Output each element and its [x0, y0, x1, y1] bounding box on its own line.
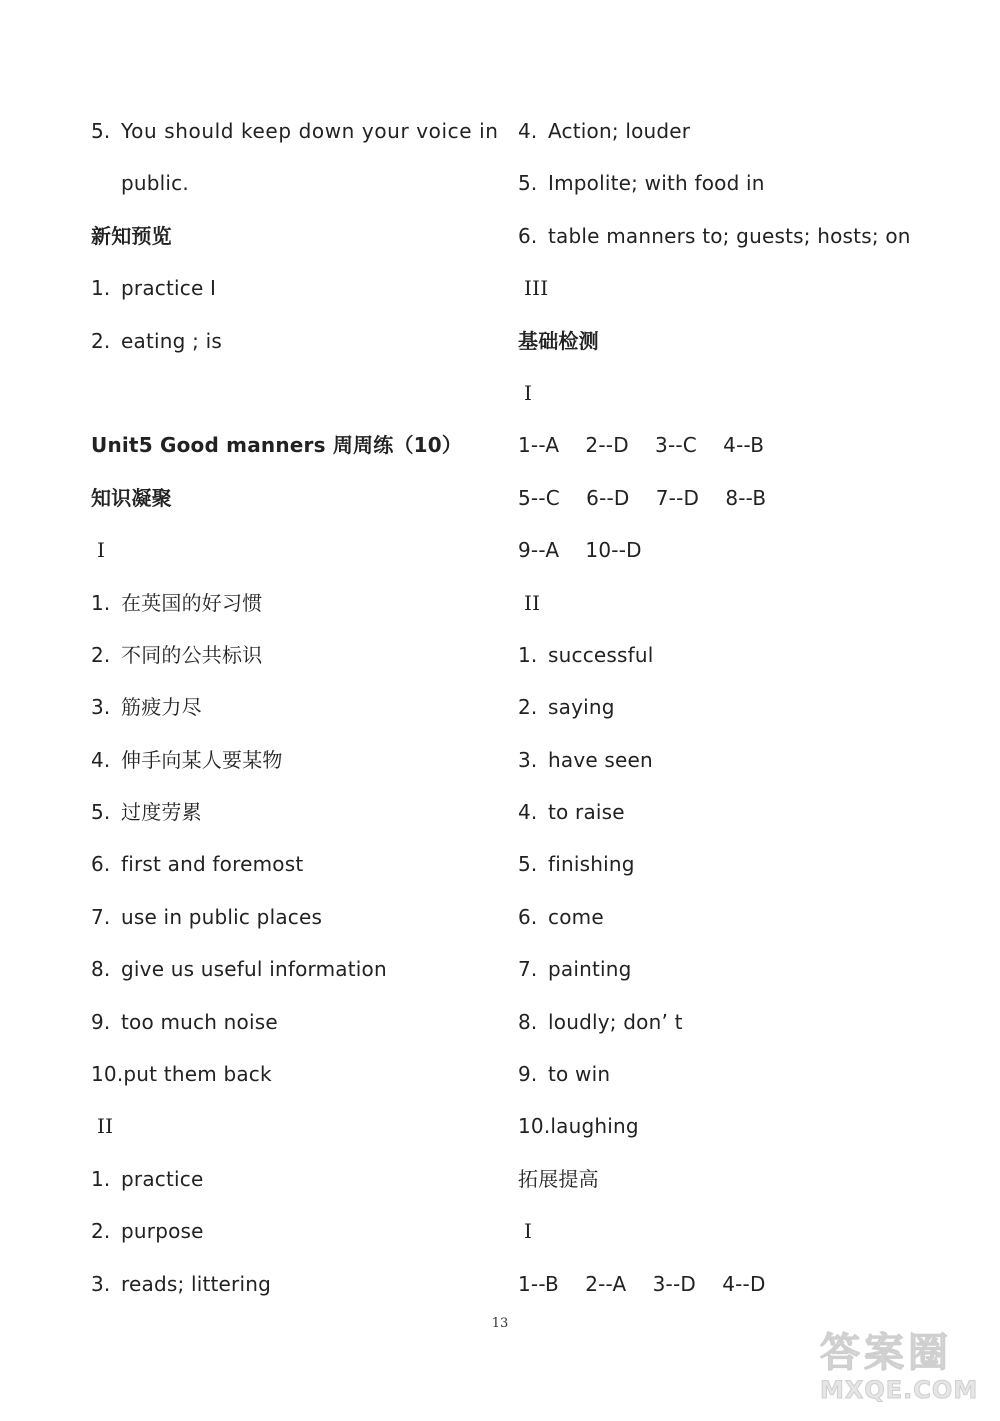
- answer-line: [91, 629, 491, 681]
- answer-line: [91, 1153, 491, 1205]
- item-number: 1.: [518, 642, 538, 667]
- answer-line: [518, 838, 938, 890]
- answer-line: [518, 157, 938, 209]
- part-numeral: I: [524, 380, 533, 405]
- item-text: eating ; is: [121, 328, 222, 353]
- item-number: 1.: [91, 276, 111, 301]
- item-number: 1.: [91, 590, 111, 615]
- item-number: 7.: [91, 904, 111, 929]
- item-text: give us useful information: [121, 957, 387, 982]
- answer-line: [91, 996, 491, 1048]
- choice-answers-row: 1--B 2--A 3--D 4--D: [518, 1271, 766, 1296]
- item-number: 1.: [91, 1166, 111, 1191]
- item-number: 9.: [518, 1062, 538, 1087]
- part-numeral: II: [524, 590, 541, 615]
- item-text: public.: [121, 171, 189, 196]
- item-text: 过度劳累: [121, 800, 202, 825]
- answer-line: [91, 943, 491, 995]
- choice-answers-row: 1--A 2--D 3--C 4--B: [518, 433, 765, 458]
- part-numeral: I: [524, 1219, 533, 1244]
- item-text: You should keep down your voice in: [121, 119, 499, 143]
- section-heading: 基础检测: [518, 328, 599, 353]
- item-text: 10.put them back: [91, 1062, 272, 1087]
- item-text: purpose: [121, 1219, 204, 1244]
- watermark-bottom-text: MXQE.COM: [820, 1376, 979, 1404]
- unit-title: Unit5 Good manners 周周练（10）: [91, 433, 463, 458]
- section-heading: 知识凝聚: [91, 485, 172, 510]
- part-numeral: II: [97, 1114, 114, 1139]
- item-number: 2.: [91, 328, 111, 353]
- item-text: come: [548, 904, 604, 929]
- item-number: 4.: [518, 800, 538, 825]
- item-number: 2.: [91, 1219, 111, 1244]
- item-text: 10.laughing: [518, 1114, 639, 1139]
- answer-line: [518, 996, 938, 1048]
- watermark-top-text: 答案圈: [820, 1330, 952, 1376]
- item-text: 不同的公共标识: [121, 642, 263, 667]
- item-text: practice I: [121, 276, 217, 301]
- item-text: Action; louder: [548, 119, 691, 143]
- item-text: reads; littering: [121, 1271, 272, 1296]
- answer-line: [91, 838, 491, 890]
- part-numeral: I: [97, 538, 106, 563]
- item-number: 3.: [91, 695, 111, 720]
- item-number: 5.: [518, 171, 538, 196]
- answer-line: [91, 1048, 491, 1100]
- item-number: 8.: [518, 1009, 538, 1034]
- item-text: painting: [548, 957, 632, 982]
- item-number: 3.: [91, 1271, 111, 1296]
- item-number: 2.: [518, 695, 538, 720]
- item-text: Impolite; with food in: [548, 171, 765, 196]
- item-text: first and foremost: [121, 852, 304, 877]
- answer-line: [91, 315, 491, 367]
- answer-line: [518, 105, 938, 157]
- answer-line: [518, 629, 938, 681]
- item-text: to win: [548, 1062, 611, 1087]
- item-text: loudly; don’ t: [548, 1009, 683, 1034]
- item-number: 5.: [91, 800, 111, 825]
- item-text: 在英国的好习惯: [121, 590, 263, 615]
- answer-line: [518, 734, 938, 786]
- section-heading: 拓展提高: [518, 1166, 599, 1191]
- answer-line: [91, 105, 499, 157]
- item-number: 5.: [91, 119, 111, 143]
- answer-line: [518, 891, 938, 943]
- watermark-logo: [820, 1330, 990, 1415]
- item-text: 伸手向某人要某物: [121, 747, 283, 772]
- answer-line: [91, 786, 491, 838]
- answer-line: [518, 786, 938, 838]
- item-text: practice: [121, 1166, 204, 1191]
- right-column: [518, 105, 938, 1310]
- item-text: use in public places: [121, 904, 323, 929]
- item-number: 9.: [91, 1009, 111, 1034]
- item-text: too much noise: [121, 1009, 278, 1034]
- item-text: table manners to; guests; hosts; on: [548, 223, 911, 248]
- item-text: saying: [548, 695, 615, 720]
- answer-line: [518, 1048, 938, 1100]
- answer-line: [91, 891, 491, 943]
- answer-line: [91, 1205, 491, 1257]
- answer-line: [91, 681, 491, 733]
- item-number: 6.: [518, 223, 538, 248]
- item-number: 8.: [91, 957, 111, 982]
- answer-line: [518, 943, 938, 995]
- item-text: have seen: [548, 747, 653, 772]
- item-number: 2.: [91, 642, 111, 667]
- answer-line: [518, 1100, 938, 1152]
- item-number: 6.: [518, 904, 538, 929]
- choice-answers-row: 5--C 6--D 7--D 8--B: [518, 485, 767, 510]
- answer-line: [518, 681, 938, 733]
- item-text: to raise: [548, 800, 625, 825]
- answer-line: [91, 1258, 491, 1310]
- section-heading: 新知预览: [91, 223, 172, 248]
- item-number: 3.: [518, 747, 538, 772]
- left-column: [91, 105, 499, 1310]
- choice-answers-row: 9--A 10--D: [518, 538, 642, 563]
- item-text: finishing: [548, 852, 635, 877]
- page-number: 13: [491, 1316, 509, 1331]
- item-text: successful: [548, 642, 654, 667]
- answer-line: [91, 577, 491, 629]
- item-number: 4.: [518, 119, 538, 143]
- item-number: 5.: [518, 852, 538, 877]
- answer-line: [518, 210, 938, 262]
- item-text: 筋疲力尽: [121, 695, 202, 720]
- answer-line: [91, 262, 491, 314]
- item-number: 7.: [518, 957, 538, 982]
- answer-line: [91, 734, 491, 786]
- answer-line-continued: [91, 157, 491, 209]
- blank-line: [91, 367, 491, 419]
- item-number: 6.: [91, 852, 111, 877]
- part-numeral: III: [524, 276, 549, 301]
- item-number: 4.: [91, 747, 111, 772]
